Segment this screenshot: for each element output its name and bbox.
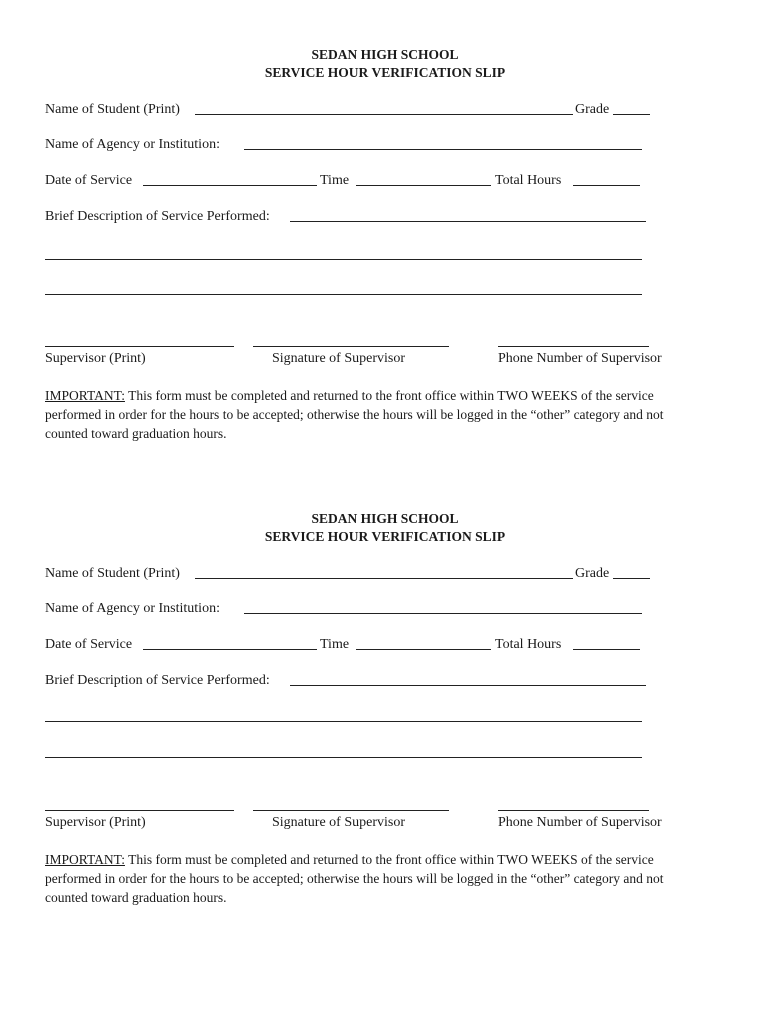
description-line-2[interactable] xyxy=(45,721,642,722)
total-hours-field[interactable] xyxy=(573,649,640,650)
date-of-service-field[interactable] xyxy=(143,649,317,650)
date-of-service-label: Date of Service xyxy=(45,637,133,652)
slip-title: SERVICE HOUR VERIFICATION SLIP xyxy=(264,529,506,544)
total-hours-label: Total Hours xyxy=(495,637,562,652)
date-time-row xyxy=(45,171,645,191)
student-row xyxy=(45,100,655,120)
total-hours-label: Total Hours xyxy=(495,173,562,188)
student-name-label: Name of Student (Print) xyxy=(45,102,180,117)
important-label: IMPORTANT: xyxy=(45,852,125,867)
important-notice xyxy=(45,386,690,443)
description-field[interactable] xyxy=(290,221,646,222)
supervisor-print-label: Supervisor (Print) xyxy=(45,815,146,830)
total-hours-field[interactable] xyxy=(573,185,640,186)
description-line-2[interactable] xyxy=(45,259,642,260)
student-name-field[interactable] xyxy=(195,114,573,115)
description-line-3[interactable] xyxy=(45,294,642,295)
student-row xyxy=(45,564,655,584)
time-label: Time xyxy=(320,173,350,188)
description-field[interactable] xyxy=(290,685,646,686)
supervisor-print-line[interactable] xyxy=(45,346,234,347)
agency-label: Name of Agency or Institution: xyxy=(45,601,220,616)
description-line-3[interactable] xyxy=(45,757,642,758)
supervisor-print-label: Supervisor (Print) xyxy=(45,351,146,366)
date-time-row xyxy=(45,635,645,655)
supervisor-signature-label: Signature of Supervisor xyxy=(272,815,405,830)
important-notice xyxy=(45,850,690,907)
agency-row xyxy=(45,599,645,619)
school-title: SEDAN HIGH SCHOOL xyxy=(311,47,459,62)
student-name-field[interactable] xyxy=(195,578,573,579)
agency-row xyxy=(45,135,645,155)
description-label: Brief Description of Service Performed: xyxy=(45,209,270,224)
date-of-service-label: Date of Service xyxy=(45,173,133,188)
grade-label: Grade xyxy=(575,102,610,117)
time-field[interactable] xyxy=(356,649,491,650)
school-title: SEDAN HIGH SCHOOL xyxy=(311,511,459,526)
supervisor-signature-label: Signature of Supervisor xyxy=(272,351,405,366)
important-text: This form must be completed and returned to the front office within TWO WEEKS of the service performed in order for the hours to be accepted; otherwise the hours will be logged in the “other” category and not counted toward graduation hours. xyxy=(45,852,664,905)
supervisor-print-line[interactable] xyxy=(45,810,234,811)
grade-field[interactable] xyxy=(613,114,650,115)
time-field[interactable] xyxy=(356,185,491,186)
grade-field[interactable] xyxy=(613,578,650,579)
slip-title: SERVICE HOUR VERIFICATION SLIP xyxy=(264,65,506,80)
supervisor-signature-line[interactable] xyxy=(253,810,449,811)
grade-label: Grade xyxy=(575,566,610,581)
agency-field[interactable] xyxy=(244,613,642,614)
important-label: IMPORTANT: xyxy=(45,388,125,403)
verification-slip-2 xyxy=(0,510,770,950)
time-label: Time xyxy=(320,637,350,652)
description-label: Brief Description of Service Performed: xyxy=(45,673,270,688)
important-text: This form must be completed and returned to the front office within TWO WEEKS of the service performed in order for the hours to be accepted; otherwise the hours will be logged in the “other” category and not counted toward graduation hours. xyxy=(45,388,664,441)
supervisor-phone-label: Phone Number of Supervisor xyxy=(498,815,662,830)
supervisor-phone-line[interactable] xyxy=(498,346,649,347)
student-name-label: Name of Student (Print) xyxy=(45,566,180,581)
agency-field[interactable] xyxy=(244,149,642,150)
supervisor-signature-line[interactable] xyxy=(253,346,449,347)
date-of-service-field[interactable] xyxy=(143,185,317,186)
supervisor-phone-line[interactable] xyxy=(498,810,649,811)
description-row xyxy=(45,207,650,227)
supervisor-phone-label: Phone Number of Supervisor xyxy=(498,351,662,366)
verification-slip-1 xyxy=(0,46,770,486)
agency-label: Name of Agency or Institution: xyxy=(45,137,220,152)
description-row xyxy=(45,671,650,691)
